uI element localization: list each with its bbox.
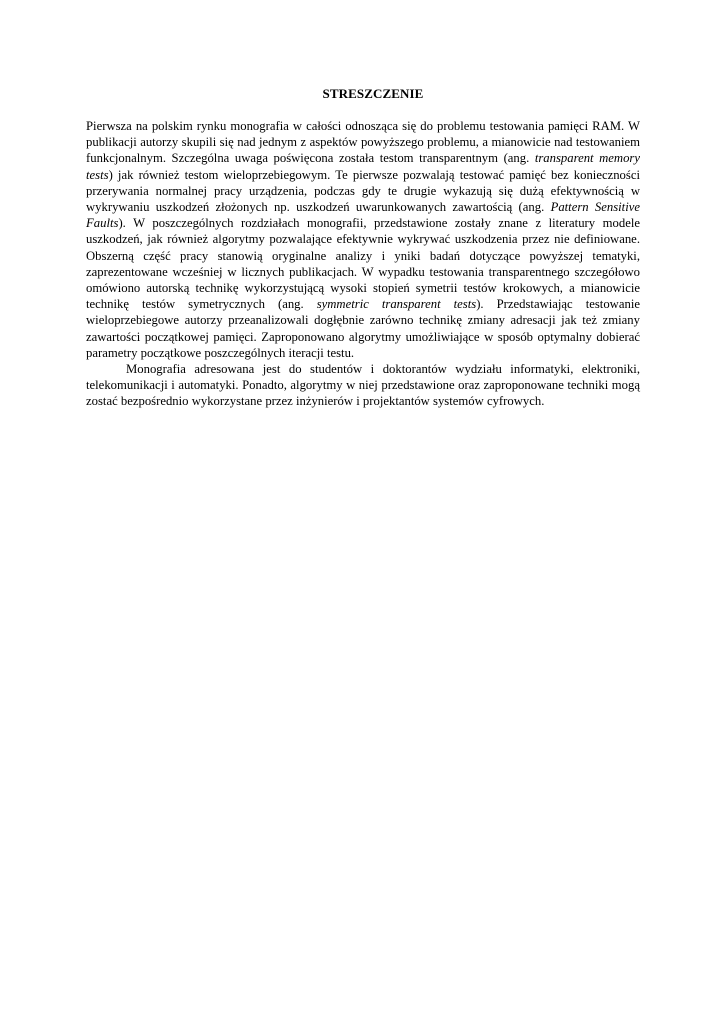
page-title: STRESZCZENIE	[322, 86, 424, 101]
term-pattern-sensitive-faults: Pattern Sensitive Faults	[86, 200, 640, 231]
paragraph-1-text-part-4: ). Przedstawiając testowanie wieloprzebiegowe autorzy przeanalizowali dogłębnie zarówno technikę zmiany adresacji jak też zmiany zawartości początkowej pamięci. Zaproponowano algorytmy umożliwiające w sposób optymalny dobierać parametry początkowe poszczególnych iteracji testu.	[86, 297, 640, 360]
term-symmetric-transparent-tests: symmetric transparent tests	[316, 297, 477, 312]
abstract-paragraph-2: Monografia adresowana jest do studentów i doktorantów wydziału informatyki, elektroniki, telekomunikacji i automatyki. Ponadto, algorytmy w niej przedstawione oraz zaproponowane techniki mogą zostać bezpośrednio wykorzystane przez inżynierów i projektantów systemów cyfrowych.	[86, 362, 640, 409]
term-transparent-memory-tests: transparent memory tests	[86, 151, 640, 182]
paragraph-1-text-part-2: ) jak również testom wieloprzebiegowym. Te pierwsze pozwalają testować pamięć bez konieczności przerywania normalnej pracy urządzenia, podczas gdy te drugie wykazują się dużą efektywnością w wykrywaniu uszkodzeń złożonych np. uszkodzeń uwarunkowanych zawartością (ang.	[86, 167, 640, 215]
paragraph-1-text-part-3: ). W poszczególnych rozdziałach monografii, przedstawione zostały znane z literatury modele uszkodzeń, jak również algorytmy pozwalające efektywnie wykrywać uszkodzenia przez nie definiowane. Obszerną część pracy stanowią oryginalne analizy i yniki badań dotyczące powyższej tematyki, zaprezentowane wcześniej w licznych publikacjach. W wypadku testowania transparentnego szczegółowo omówiono autorską technikę wykorzystującą wysoki stopień symetrii testów krokowych, a mianowicie technikę testów symetrycznych (ang.	[86, 216, 640, 312]
paragraph-1-text-part-1: Pierwsza na polskim rynku monografia w całości odnosząca się do problemu testowania pamięci RAM. W publikacji autorzy skupili się nad jednym z aspektów powyższego problemu, a mianowicie nad testowaniem funkcjonalnym. Szczególna uwaga poświęcona została testom transparentnym (ang.	[86, 119, 640, 166]
abstract-body	[86, 118, 640, 410]
abstract-paragraph-1	[86, 118, 640, 361]
